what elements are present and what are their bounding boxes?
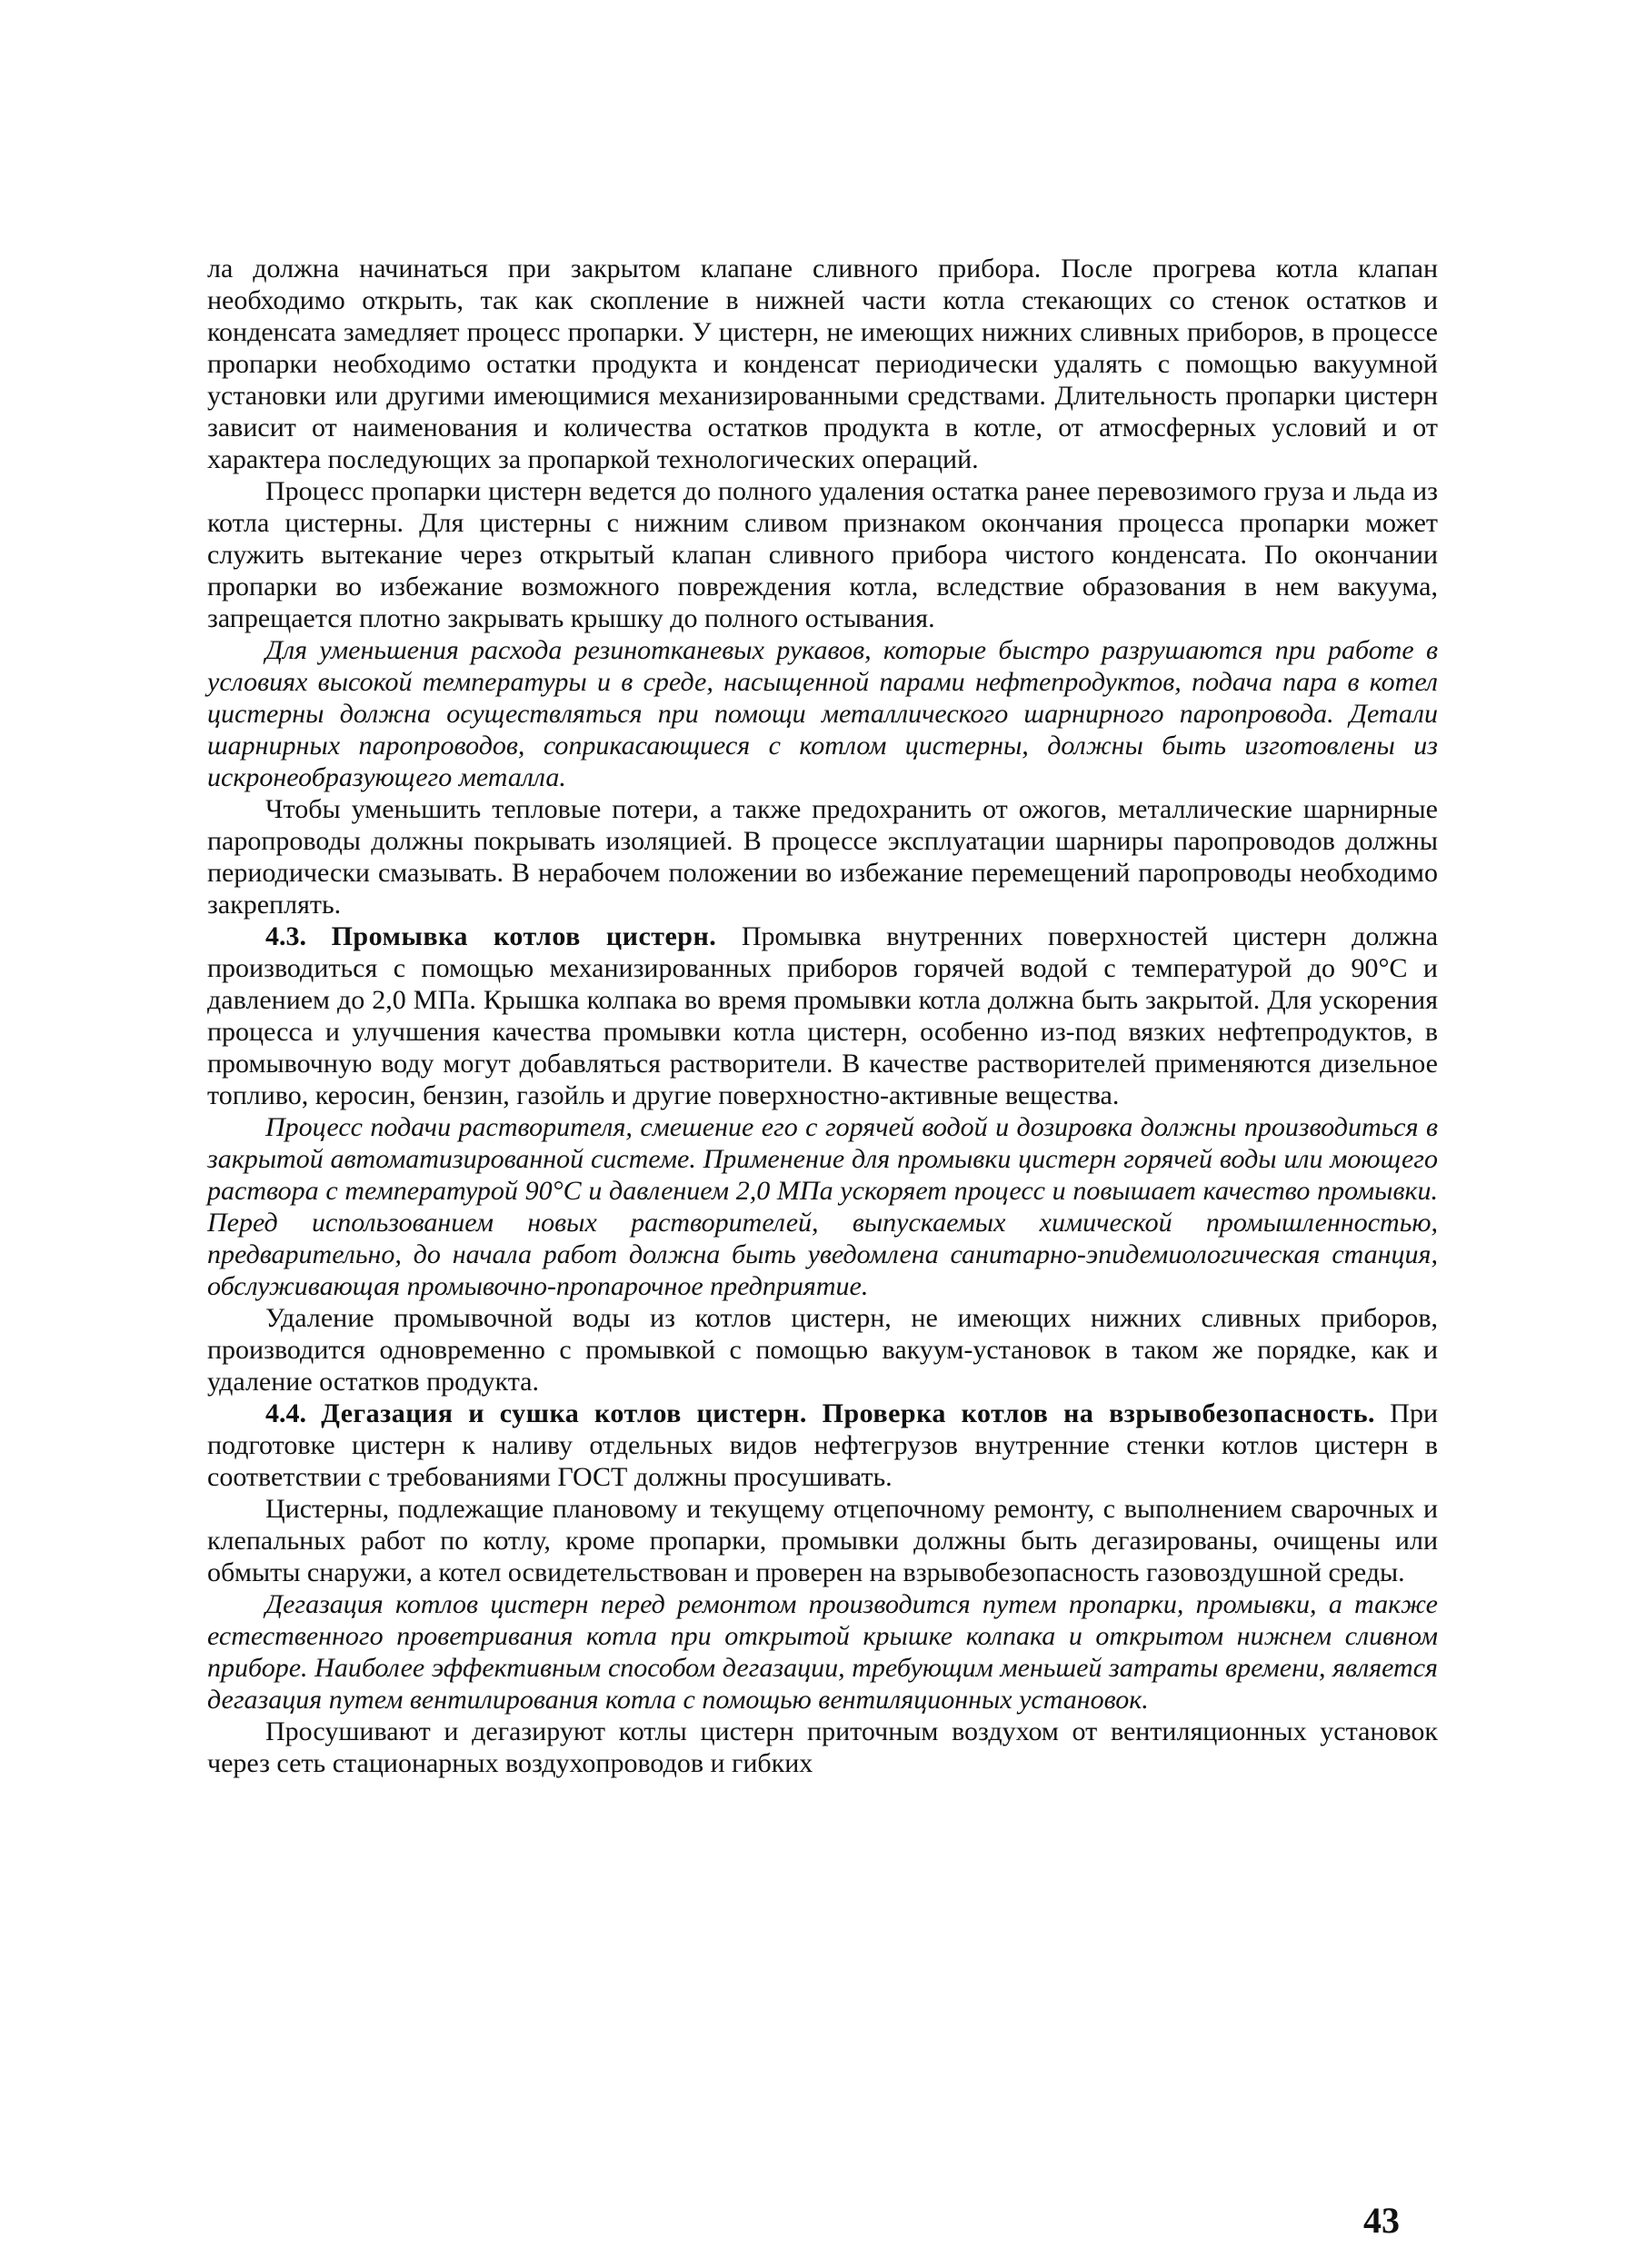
paragraph-steaming-process: Процесс пропарки цистерн ведется до полного удаления остатка ранее перевозимого груза и льда из котла цистерны. Для цистерны с нижним сливом признаком окончания процесса пропарки может служить вытекание через открытый клапан сливного прибора чистого конденсата. По окончании пропарки во избежание возможного повреждения котла, вследствие образования в нем вакуума, запрещается плотно закрывать крышку до полного остывания. [207,476,1438,633]
paragraph-steam-hoses: Для уменьшения расхода резинотканевых рукавов, которые быстро разрушаются при работе в условиях высокой температуры и в среде, насыщенной парами нефтепродуктов, подача пара в котел цистерны должна осуществляться при помощи металлического шарнирного паропровода. Детали шарнирных паропроводов, соприкасающиеся с котлом цистерны, должны быть изготовлены из искронеобразующего металла. [207,635,1438,792]
section-4-4 [207,1398,1438,1493]
paragraph-solvent-supply: Процесс подачи растворителя, смешение его с горячей водой и дозировка должны производиться в закрытой автоматизированной системе. Применение для промывки цистерн горячей воды или моющего раствора с температурой 90°С и давлением 2,0 МПа ускоряет процесс и повышает качество промывки. Перед использованием новых растворителей, выпускаемых химической промышленностью, предварительно, до начала работ должна быть уведомлена санитарно-эпидемиологическая станция, обслуживающая промывочно-пропарочное предприятие. [207,1112,1438,1301]
paragraph-repair-tanks: Цистерны, подлежащие плановому и текущему отцепочному ремонту, с выполнением сварочных и клепальных работ по котлу, кроме пропарки, промывки должны быть дегазированы, очищены или обмыты снаружи, а котел освидетельствован и проверен на взрывобезопасность газовоздушной среды. [207,1494,1438,1587]
section-4-3 [207,920,1438,1111]
section-text: Промывка внутренних поверхностей цистерн должна производиться с помощью механизированных приборов горячей водой с температурой до 90°С и давлением до 2,0 МПа. Крышка колпака во время промывки котла должна быть закрытой. Для ускорения процесса и улучшения качества промывки котла цистерн, особенно из-под вязких нефтепродуктов, в промывочную воду могут добавляться растворители. В качестве растворителей применяются дизельное топливо, керосин, бензин, газойль и другие поверхностно-активные вещества. [207,921,1439,1110]
section-number: 4.4. [265,1398,306,1428]
paragraph-degassing: Дегазация котлов цистерн перед ремонтом производится путем пропарки, промывки, а также естественного проветривания котла при открытой крышке колпака и открытом нижнем сливном приборе. Наиболее эффективным способом дегазации, требующим меньшей затраты времени, является дегазация путем вентилирования котла с помощью вентиляционных установок. [207,1589,1438,1715]
paragraph-wash-water-removal: Удаление промывочной воды из котлов цистерн, не имеющих нижних сливных приборов, производится одновременно с промывкой с помощью вакуум-установок в таком же порядке, как и удаление остатков продукта. [207,1303,1438,1397]
section-text: При подготовке цистерн к наливу отдельных видов нефтегрузов внутренние стенки котлов цистерн в соответствии с требованиями ГОСТ должны просушивать. [207,1398,1439,1492]
document-body [207,253,1438,1779]
page-number: 43 [1363,2200,1400,2241]
section-title: Дегазация и сушка котлов цистерн. Проверка котлов на взрывобезопасность. [321,1398,1376,1428]
paragraph-heat-losses: Чтобы уменьшить тепловые потери, а также предохранить от ожогов, металлические шарнирные паропроводы должны покрывать изоляцией. В процессе эксплуатации шарниры паропроводов должны периодически смазывать. В нерабочем положении во избежание перемещений паропроводы необходимо закреплять. [207,794,1438,920]
paragraph-drying: Просушивают и дегазируют котлы цистерн приточным воздухом от вентиляционных установок через сеть стационарных воздухопроводов и гибких [207,1716,1438,1778]
section-number: 4.3. [265,921,306,951]
section-title: Промывка котлов цистерн. [331,921,717,951]
paragraph-continuation: ла должна начинаться при закрытом клапане сливного прибора. После прогрева котла клапан необходимо открыть, так как скопление в нижней части котла стекающих со стенок остатков и конденсата замедляет процесс пропарки. У цистерн, не имеющих нижних сливных приборов, в процессе пропарки необходимо остатки продукта и конденсат периодически удалять с помощью вакуумной установки или другими имеющимися механизированными средствами. Длительность пропарки цистерн зависит от наименования и количества остатков продукта в котле, от атмосферных условий и от характера последующих за пропаркой технологических операций. [207,254,1438,474]
